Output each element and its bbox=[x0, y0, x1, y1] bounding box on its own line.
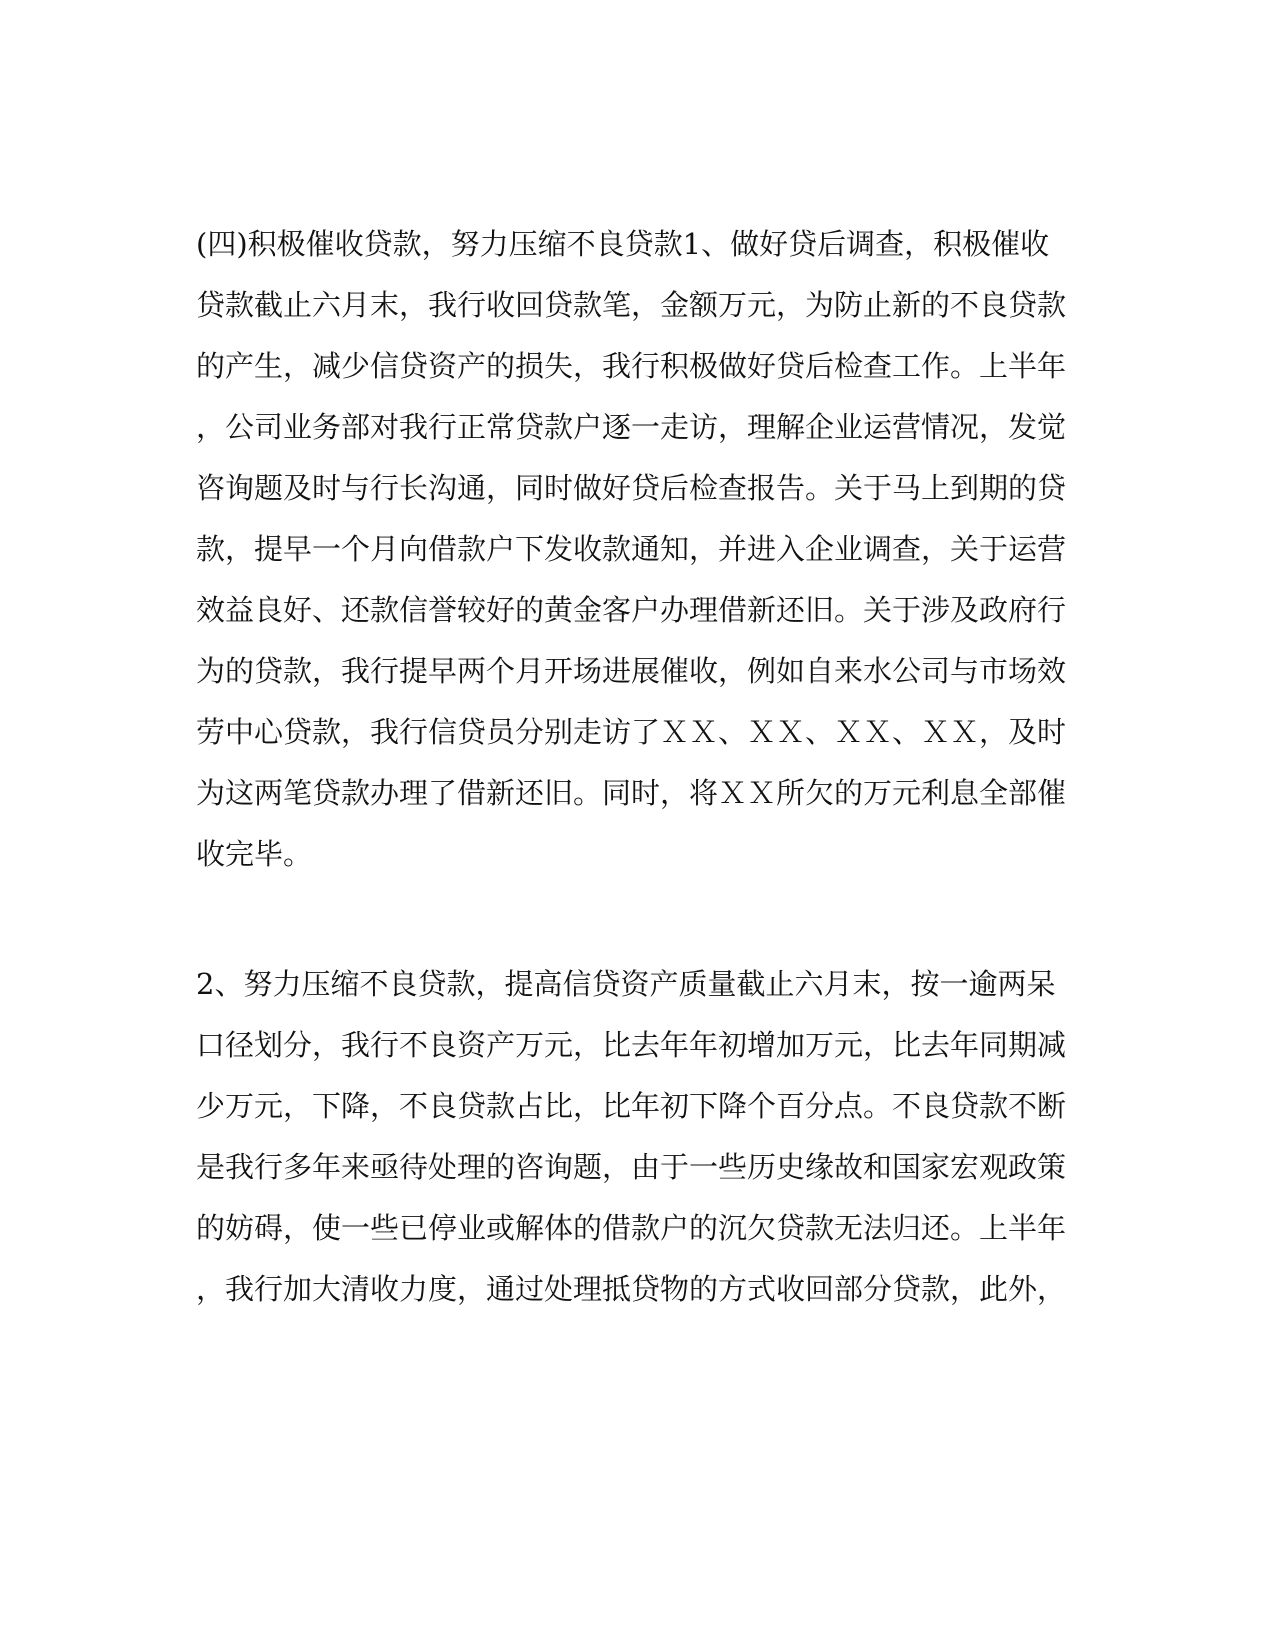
paragraph-2-line-5: 的妨碍，使一些已停业或解体的借款户的沉欠贷款无法归还。上半年 bbox=[196, 1211, 1067, 1245]
paragraph-2-line-4: 是我行多年来亟待处理的咨询题，由于一些历史缘故和国家宏观政策 bbox=[196, 1150, 1067, 1184]
paragraph-1-line-2: 贷款截止六月末，我行收回贷款笔，金额万元，为防止新的不良贷款 bbox=[196, 288, 1067, 322]
paragraph-2-line-2: 口径划分，我行不良资产万元，比去年年初增加万元，比去年同期减 bbox=[196, 1028, 1067, 1062]
paragraph-1-line-11: 收完毕。 bbox=[196, 837, 313, 871]
paragraph-1-line-3: 的产生，减少信贷资产的损失，我行积极做好贷后检查工作。上半年 bbox=[196, 349, 1067, 383]
paragraph-1-line-6: 款，提早一个月向借款户下发收款通知，并进入企业调查，关于运营 bbox=[196, 532, 1067, 566]
paragraph-1-line-4: ，公司业务部对我行正常贷款户逐一走访，理解企业运营情况，发觉 bbox=[196, 410, 1067, 444]
paragraph-1-line-7: 效益良好、还款信誉较好的黄金客户办理借新还旧。关于涉及政府行 bbox=[196, 593, 1067, 627]
paragraph-1-line-10: 为这两笔贷款办理了借新还旧。同时，将ＸＸ所欠的万元利息全部催 bbox=[196, 776, 1067, 810]
paragraph-1-line-8: 为的贷款，我行提早两个月开场进展催收，例如自来水公司与市场效 bbox=[196, 654, 1067, 688]
paragraph-1-line-5: 咨询题及时与行长沟通，同时做好贷后检查报告。关于马上到期的贷 bbox=[196, 471, 1067, 505]
paragraph-1-line-1: (四)积极催收贷款，努力压缩不良贷款1、做好贷后调查，积极催收 bbox=[196, 227, 1050, 261]
paragraph-2-line-1: 2、努力压缩不良贷款，提高信贷资产质量截止六月末，按一逾两呆 bbox=[196, 967, 1056, 1001]
paragraph-1-line-9: 劳中心贷款，我行信贷员分别走访了ＸＸ、ＸＸ、ＸＸ、ＸＸ，及时 bbox=[196, 715, 1067, 749]
paragraph-2-line-3: 少万元，下降，不良贷款占比，比年初下降个百分点。不良贷款不断 bbox=[196, 1089, 1067, 1123]
paragraph-2-line-6: ，我行加大清收力度，通过处理抵贷物的方式收回部分贷款，此外， bbox=[196, 1272, 1067, 1306]
